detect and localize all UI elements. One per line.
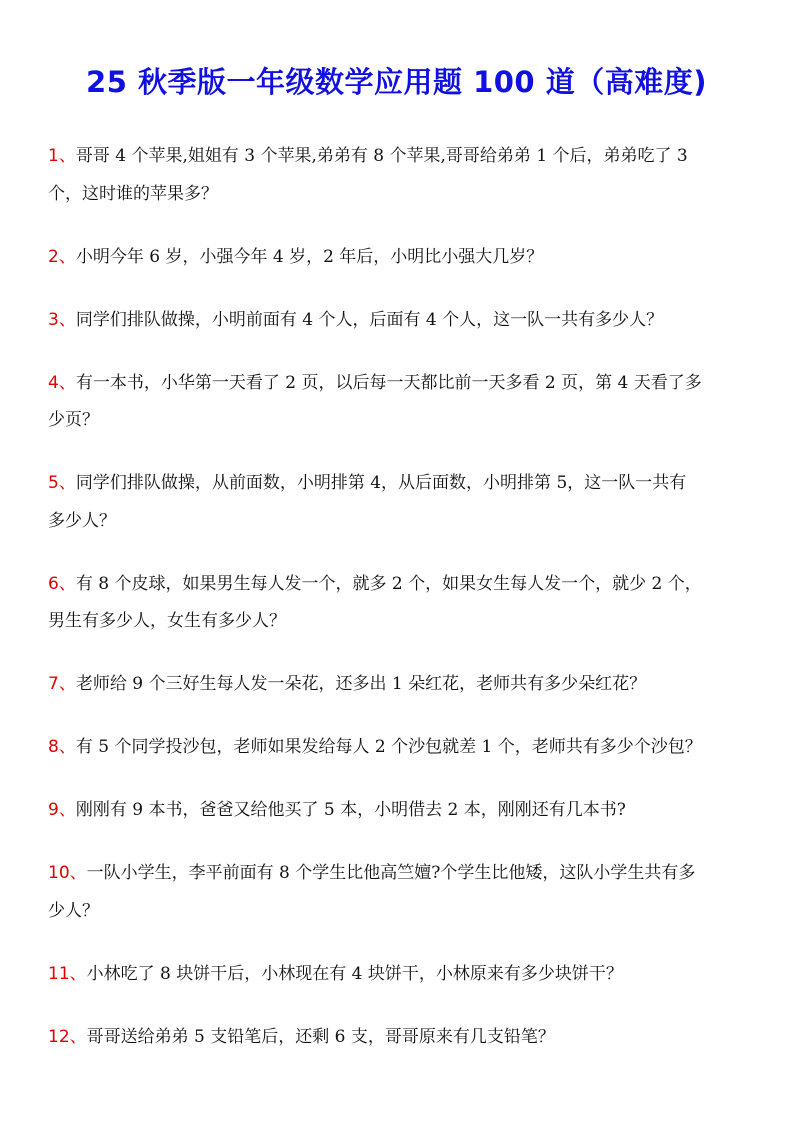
question-number-separator: 、 xyxy=(69,1026,87,1047)
question-number: 2 xyxy=(48,246,59,267)
question-item xyxy=(48,365,768,440)
question-item xyxy=(48,566,768,641)
question-text: 小林吃了 8 块饼干后，小林现在有 4 块饼干，小林原来有多少块饼干？ xyxy=(86,963,623,984)
question-number-separator: 、 xyxy=(58,146,76,166)
question-text: 少人？ xyxy=(48,900,99,921)
question-line xyxy=(48,503,768,541)
question-line xyxy=(48,566,768,604)
question-number: 5 xyxy=(48,473,59,493)
question-text: 有一本书，小华第一天看了 2 页，以后每一天都比前一天多看 2 页，第 4 天看了多 xyxy=(75,372,702,393)
question-number: 7 xyxy=(48,674,59,694)
question-line xyxy=(48,729,768,767)
question-text: 哥哥 4 个苹果,姐姐有 3 个苹果,弟弟有 8 个苹果,哥哥给弟弟 1 个后，弟弟吃了 3 xyxy=(75,146,688,166)
question-number: 8 xyxy=(48,737,59,757)
question-item xyxy=(48,956,768,994)
question-number: 11 xyxy=(48,963,70,984)
question-item xyxy=(48,239,768,277)
question-line xyxy=(48,666,768,704)
question-number-separator: 、 xyxy=(69,863,87,883)
question-number: 6 xyxy=(48,573,59,594)
question-number: 1 xyxy=(48,146,59,166)
question-text: 有 8 个皮球，如果男生每人发一个，就多 2 个，如果女生每人发一个，就少 2 个， xyxy=(75,573,702,594)
question-text: 同学们排队做操，从前面数，小明排第 4，从后面数，小明排第 5，这一队一共有 xyxy=(75,473,687,493)
question-line xyxy=(48,893,768,931)
question-item xyxy=(48,792,768,830)
question-number-separator: 、 xyxy=(69,963,87,984)
question-line xyxy=(48,138,768,176)
question-line xyxy=(48,603,768,641)
question-number: 3 xyxy=(48,309,59,330)
question-number: 12 xyxy=(48,1026,70,1047)
question-number-separator: 、 xyxy=(58,372,76,393)
question-item xyxy=(48,465,768,540)
question-number-separator: 、 xyxy=(58,473,76,493)
document-title: 25 秋季版一年级数学应用题 100 道（高难度) xyxy=(86,65,707,99)
question-number-separator: 、 xyxy=(58,573,76,594)
question-line xyxy=(48,855,768,893)
question-line xyxy=(48,365,768,403)
question-text: 男生有多少人，女生有多少人？ xyxy=(48,611,286,631)
question-line xyxy=(48,1019,768,1057)
question-text: 有 5 个同学投沙包，老师如果发给每人 2 个沙包就差 1 个，老师共有多少个沙包？ xyxy=(75,737,702,757)
question-text: 哥哥送给弟弟 5 支铅笔后，还剩 6 支，哥哥原来有几支铅笔？ xyxy=(86,1026,555,1047)
question-line xyxy=(48,792,768,830)
question-item xyxy=(48,666,768,704)
question-number-separator: 、 xyxy=(58,737,76,757)
question-text: 一队小学生，李平前面有 8 个学生比他高竺嬗?个学生比他矮，这队小学生共有多 xyxy=(86,863,696,883)
question-line xyxy=(48,239,768,277)
question-line xyxy=(48,402,768,440)
question-line xyxy=(48,465,768,503)
question-list xyxy=(48,138,768,1082)
question-text: 同学们排队做操，小明前面有 4 个人，后面有 4 个人，这一队一共有多少人？ xyxy=(75,309,664,330)
question-number: 4 xyxy=(48,372,59,393)
question-line xyxy=(48,176,768,214)
question-number-separator: 、 xyxy=(58,800,76,820)
question-number-separator: 、 xyxy=(58,674,76,694)
question-item xyxy=(48,855,768,930)
question-line xyxy=(48,302,768,340)
question-text: 少页？ xyxy=(48,410,99,430)
question-item xyxy=(48,729,768,767)
question-number-separator: 、 xyxy=(58,246,76,267)
question-line xyxy=(48,956,768,994)
question-number: 10 xyxy=(48,863,70,883)
question-text: 小明今年 6 岁，小强今年 4 岁，2 年后，小明比小强大几岁？ xyxy=(75,246,544,267)
question-item xyxy=(48,302,768,340)
question-number-separator: 、 xyxy=(58,309,76,330)
question-item xyxy=(48,1019,768,1057)
question-text: 个，这时谁的苹果多？ xyxy=(48,183,218,204)
question-text: 老师给 9 个三好生每人发一朵花，还多出 1 朵红花，老师共有多少朵红花？ xyxy=(75,674,647,694)
question-number: 9 xyxy=(48,800,59,820)
question-text: 多少人？ xyxy=(48,510,116,531)
question-item xyxy=(48,138,768,213)
question-text: 刚刚有 9 本书，爸爸又给他买了 5 本，小明借去 2 本，刚刚还有几本书? xyxy=(75,800,626,820)
